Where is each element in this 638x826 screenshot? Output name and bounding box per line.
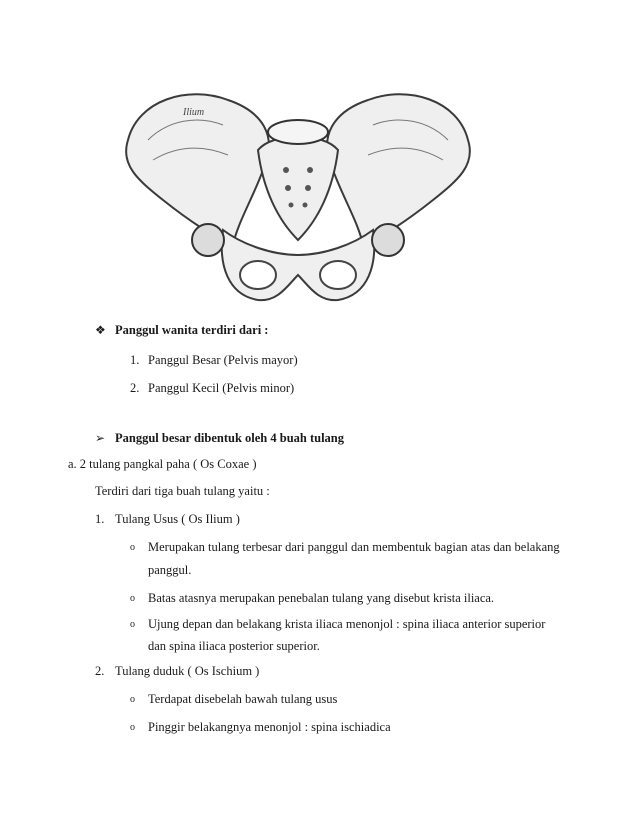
sub-bullet-text: Batas atasnya merupakan penebalan tulang yang disebut krista iliaca.	[148, 591, 495, 605]
diamond-bullet-icon: ❖	[95, 323, 106, 337]
item-title: Tulang Usus ( Os Ilium )	[115, 512, 240, 526]
ilium-label: Ilium	[183, 107, 205, 118]
left-acetabulum	[192, 224, 224, 256]
sub-bullet-marker: o	[130, 694, 135, 705]
sacrum-shape	[258, 137, 338, 241]
sub-bullet-text: panggul.	[148, 563, 192, 577]
sub-bullet-marker: o	[130, 722, 135, 733]
sub-bullet-marker: o	[130, 542, 135, 553]
right-ilium-shape	[327, 94, 470, 245]
arrow-bullet-icon: ➢	[95, 431, 106, 445]
item-title: Tulang duduk ( Os Ischium )	[115, 664, 260, 678]
section-a: a. 2 tulang pangkal paha ( Os Coxae )	[68, 457, 257, 471]
pelvis-illustration	[108, 70, 488, 320]
sub-bullet-text: Merupakan tulang terbesar dari panggul dan membentuk bagian atas dan belakang	[148, 540, 560, 554]
left-obturator-foramen	[240, 261, 276, 289]
sub-bullet-marker: o	[130, 619, 135, 630]
sub-bullet-text: Terdapat disebelah bawah tulang usus	[148, 692, 338, 706]
sub-bullet-text: Pinggir belakangnya menonjol : spina ischiadica	[148, 720, 391, 734]
sub-bullet-text: dan spina iliaca posterior superior.	[148, 639, 320, 653]
right-obturator-foramen	[320, 261, 356, 289]
intro-text: Terdiri dari tiga buah tulang yaitu :	[95, 484, 270, 498]
item-number: 1.	[95, 512, 105, 526]
vertebra-shape	[268, 120, 328, 144]
heading-panggul-wanita: Panggul wanita terdiri dari :	[115, 323, 269, 337]
list-number: 1.	[130, 353, 140, 367]
item-number: 2.	[95, 664, 105, 678]
heading-panggul-besar: Panggul besar dibentuk oleh 4 buah tulang	[115, 431, 345, 445]
list-item: Panggul Kecil (Pelvis minor)	[148, 381, 295, 395]
right-acetabulum	[372, 224, 404, 256]
list-number: 2.	[130, 381, 140, 395]
list-item: Panggul Besar (Pelvis mayor)	[148, 353, 298, 367]
sub-bullet-text: Ujung depan dan belakang krista iliaca menonjol : spina iliaca anterior superior	[148, 617, 546, 631]
sub-bullet-marker: o	[130, 593, 135, 604]
